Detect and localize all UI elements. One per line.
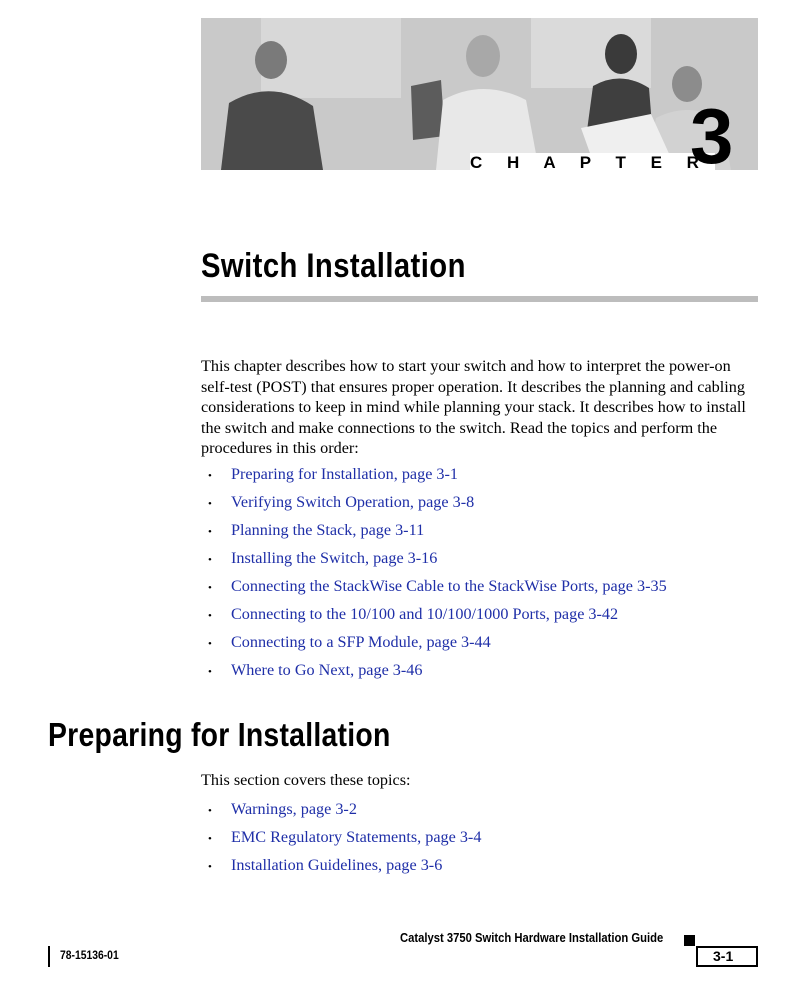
bullet-icon: • (208, 833, 212, 845)
title-rule (201, 296, 758, 302)
topic-link[interactable]: Connecting the StackWise Cable to the StackWise Ports, page 3-35 (231, 577, 667, 595)
bullet-icon: • (208, 666, 212, 678)
bullet-icon: • (208, 861, 212, 873)
section-intro: This section covers these topics: (201, 771, 411, 789)
chapter-title: Switch Installation (201, 247, 466, 285)
topic-link[interactable]: Connecting to a SFP Module, page 3-44 (231, 633, 491, 651)
section-heading: Preparing for Installation (48, 716, 391, 753)
chapter-intro-paragraph: This chapter describes how to start your switch and how to interpret the power-on self-test (POST) that ensures proper operation. It describes the planning and cabling considerations to keep in mind while planning your stack. It describes how to install the switch and make connections to the switch. Read the topics and perform the procedures in this order: (201, 357, 746, 458)
footer-marker (684, 935, 695, 946)
bullet-icon: • (208, 638, 212, 650)
chapter-label: C H A P T E R (470, 153, 715, 173)
topic-link[interactable]: EMC Regulatory Statements, page 3-4 (231, 828, 482, 846)
topic-link[interactable]: Preparing for Installation, page 3-1 (231, 465, 459, 483)
topic-link[interactable]: Connecting to the 10/100 and 10/100/1000 Ports, page 3-42 (231, 605, 619, 623)
topic-link[interactable]: Planning the Stack, page 3-11 (231, 521, 425, 539)
chapter-number: 3 (690, 92, 734, 180)
topic-link[interactable]: Installation Guidelines, page 3-6 (231, 856, 443, 874)
footer-rule (48, 946, 50, 967)
footer-doc-number: 78-15136-01 (60, 950, 119, 962)
page-number: 3-1 (713, 948, 734, 964)
bullet-icon: • (208, 554, 212, 566)
topic-link[interactable]: Where to Go Next, page 3-46 (231, 661, 423, 679)
bullet-icon: • (208, 610, 212, 622)
bullet-icon: • (208, 805, 212, 817)
topic-link[interactable]: Installing the Switch, page 3-16 (231, 549, 438, 567)
chapter-banner-photo (201, 18, 758, 170)
bullet-icon: • (208, 582, 212, 594)
footer-guide-title: Catalyst 3750 Switch Hardware Installation Guide (400, 931, 664, 945)
topic-link[interactable]: Verifying Switch Operation, page 3-8 (231, 493, 475, 511)
topic-link[interactable]: Warnings, page 3-2 (231, 800, 357, 818)
bullet-icon: • (208, 470, 212, 482)
bullet-icon: • (208, 498, 212, 510)
bullet-icon: • (208, 526, 212, 538)
